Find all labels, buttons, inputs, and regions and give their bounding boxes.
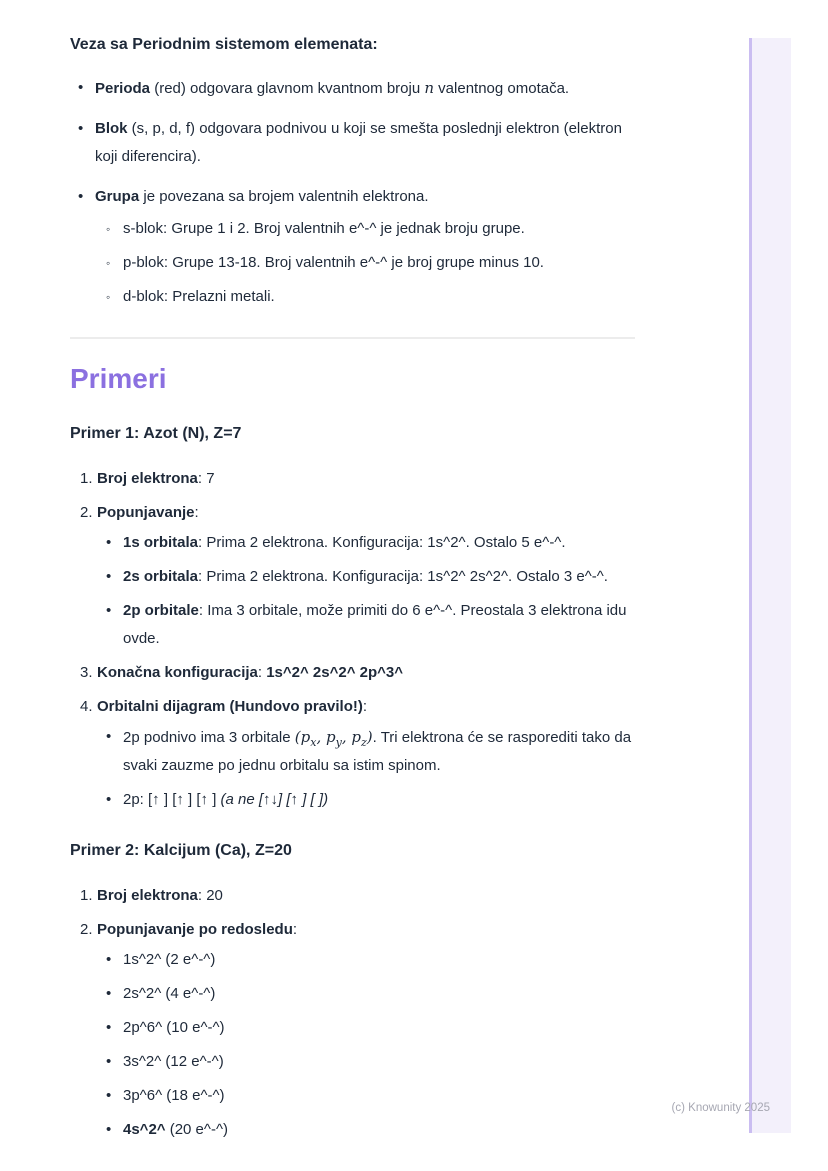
sub-list-item xyxy=(70,529,638,557)
bullet-disc-icon: • xyxy=(106,791,112,808)
bullet-disc-icon: • xyxy=(106,728,112,745)
hund-note: (a ne [↑↓] [↑ ] [ ]) xyxy=(220,791,329,808)
orbital-boxes: 2p: [↑ ] [↑ ] [↑ ] xyxy=(123,791,221,808)
primer1-numbered-list xyxy=(70,465,638,814)
primeri-heading: Primeri xyxy=(70,363,167,394)
sub-list-item-text: 2s orbitala: Prima 2 elektrona. Konfiguracija: 1s^2^ 2s^2^. Ostalo 3 e^-^. xyxy=(123,568,608,585)
sub-list-item xyxy=(70,980,638,1008)
sub-list-item xyxy=(70,249,638,277)
sub-list-item-text xyxy=(123,786,638,814)
sub-list-item xyxy=(70,786,638,814)
term-perioda: Perioda xyxy=(95,80,151,97)
sub-list-item-text: s-blok: Grupe 1 i 2. Broj valentnih e^-^ je jednak broju grupe. xyxy=(123,220,525,237)
sub-list-item-text: 1s^2^ (2 e^-^) xyxy=(123,951,216,968)
math-n: n xyxy=(424,79,435,97)
term-blok: Blok xyxy=(95,120,128,137)
item-number: 3. xyxy=(80,664,93,681)
sub-list-item xyxy=(70,1014,638,1042)
sub-list-item xyxy=(70,563,638,591)
bullet-circle-icon: ◦ xyxy=(106,290,111,304)
sub-list-item-text: 2p podnivo ima 3 orbitale ($p_x$, $p_y$, $p_z$). Tri elektrona će se rasporediti tako da svaki zauzme po jednu orbitalu sa istim spinom. xyxy=(123,728,632,774)
item-number: 1. xyxy=(80,470,93,487)
bullet-disc-icon: • xyxy=(106,534,112,551)
primer2-title: Primer 2: Kalcijum (Ca), Z=20 xyxy=(70,842,292,859)
bullet-disc-icon: • xyxy=(78,120,84,137)
sub-list-item-text: 2p^6^ (10 e^-^) xyxy=(123,1019,225,1036)
redosled-sub-list xyxy=(70,946,638,1144)
sub-list-item xyxy=(70,1048,638,1076)
bullet-disc-icon: • xyxy=(106,1053,112,1070)
primer2-numbered-list xyxy=(70,882,638,1144)
list-item xyxy=(70,74,638,103)
numbered-item xyxy=(70,499,638,527)
numbered-item-text: Popunjavanje po redosledu: xyxy=(97,921,298,938)
sub-list-item-text: 3p^6^ (18 e^-^) xyxy=(123,1087,225,1104)
numbered-item-text: Konačna konfiguracija: 1s^2^ 2s^2^ 2p^3^ xyxy=(97,664,404,681)
sub-list-item xyxy=(70,215,638,243)
sub-list-item-text: p-blok: Grupe 13-18. Broj valentnih e^-^ je broj grupe minus 10. xyxy=(123,254,544,271)
item-number: 2. xyxy=(80,504,93,521)
bullet-disc-icon: • xyxy=(78,79,84,96)
list-item xyxy=(70,115,638,171)
numbered-item-text: Broj elektrona: 20 xyxy=(97,887,223,904)
sub-list-item-text: 2s^2^ (4 e^-^) xyxy=(123,985,216,1002)
sub-list-item-text: d-blok: Prelazni metali. xyxy=(123,288,275,305)
primer1-title: Primer 1: Azot (N), Z=7 xyxy=(70,425,242,442)
bullet-circle-icon: ◦ xyxy=(106,222,111,236)
numbered-item xyxy=(70,659,638,687)
sub-list-item-text: 1s orbitala: Prima 2 elektrona. Konfiguracija: 1s^2^. Ostalo 5 e^-^. xyxy=(123,534,566,551)
bullet-disc-icon: • xyxy=(106,985,112,1002)
term-grupa: Grupa xyxy=(95,188,140,205)
numbered-item xyxy=(70,465,638,493)
numbered-item-text: Popunjavanje: xyxy=(97,504,199,521)
bullet-disc-icon: • xyxy=(106,568,112,585)
sub-list-item xyxy=(70,1116,638,1144)
numbered-item xyxy=(70,882,638,910)
bullet-disc-icon: • xyxy=(106,951,112,968)
item-number: 2. xyxy=(80,921,93,938)
grupa-sub-list xyxy=(70,215,638,311)
section-divider xyxy=(70,337,635,339)
sub-list-item xyxy=(70,1082,638,1110)
bullet-disc-icon: • xyxy=(78,188,84,205)
item-number: 1. xyxy=(80,887,93,904)
copyright-footer: (c) Knowunity 2025 xyxy=(671,1102,770,1114)
numbered-item-text: Broj elektrona: 7 xyxy=(97,470,215,487)
sub-list-item xyxy=(70,946,638,974)
list-item xyxy=(70,183,638,211)
popunjavanje-sub-list xyxy=(70,529,638,653)
bullet-disc-icon: • xyxy=(106,1087,112,1104)
bullet-disc-icon: • xyxy=(106,1121,112,1138)
bullet-circle-icon: ◦ xyxy=(106,256,111,270)
veza-bullet-list xyxy=(70,74,638,311)
math-p-orbitals: ($p_x$, $p_y$, $p_z$) xyxy=(294,728,373,749)
document-content xyxy=(70,34,638,1150)
orbitalni-dijagram-sub-list xyxy=(70,723,638,814)
sub-list-item-text: 4s^2^ (20 e^-^) xyxy=(123,1121,228,1138)
bullet-disc-icon: • xyxy=(106,602,112,619)
list-item-text: Perioda (red) odgovara glavnom kvantnom broju n valentnog omotača. xyxy=(95,79,570,97)
page-edge-accent-strip xyxy=(749,38,791,1133)
numbered-item xyxy=(70,693,638,721)
sub-list-item xyxy=(70,597,638,653)
final-configuration: 1s^2^ 2s^2^ 2p^3^ xyxy=(266,664,404,681)
sub-list-item-text: 3s^2^ (12 e^-^) xyxy=(123,1053,224,1070)
sub-list-item xyxy=(70,283,638,311)
item-number: 4. xyxy=(80,698,93,715)
bullet-disc-icon: • xyxy=(106,1019,112,1036)
sub-list-item-text: 2p orbitale: Ima 3 orbitale, može primiti do 6 e^-^. Preostala 3 elektrona idu ovde. xyxy=(123,602,627,647)
section-title-veza: Veza sa Periodnim sistemom elemenata: xyxy=(70,36,378,53)
list-item-text: Blok (s, p, d, f) odgovara podnivou u koji se smešta poslednji elektron (elektron koji diferencira). xyxy=(95,120,622,165)
sub-list-item xyxy=(70,723,638,780)
list-item-text: Grupa je povezana sa brojem valentnih elektrona. xyxy=(95,188,429,205)
numbered-item-text: Orbitalni dijagram (Hundovo pravilo!): xyxy=(97,698,368,715)
numbered-item xyxy=(70,916,638,944)
